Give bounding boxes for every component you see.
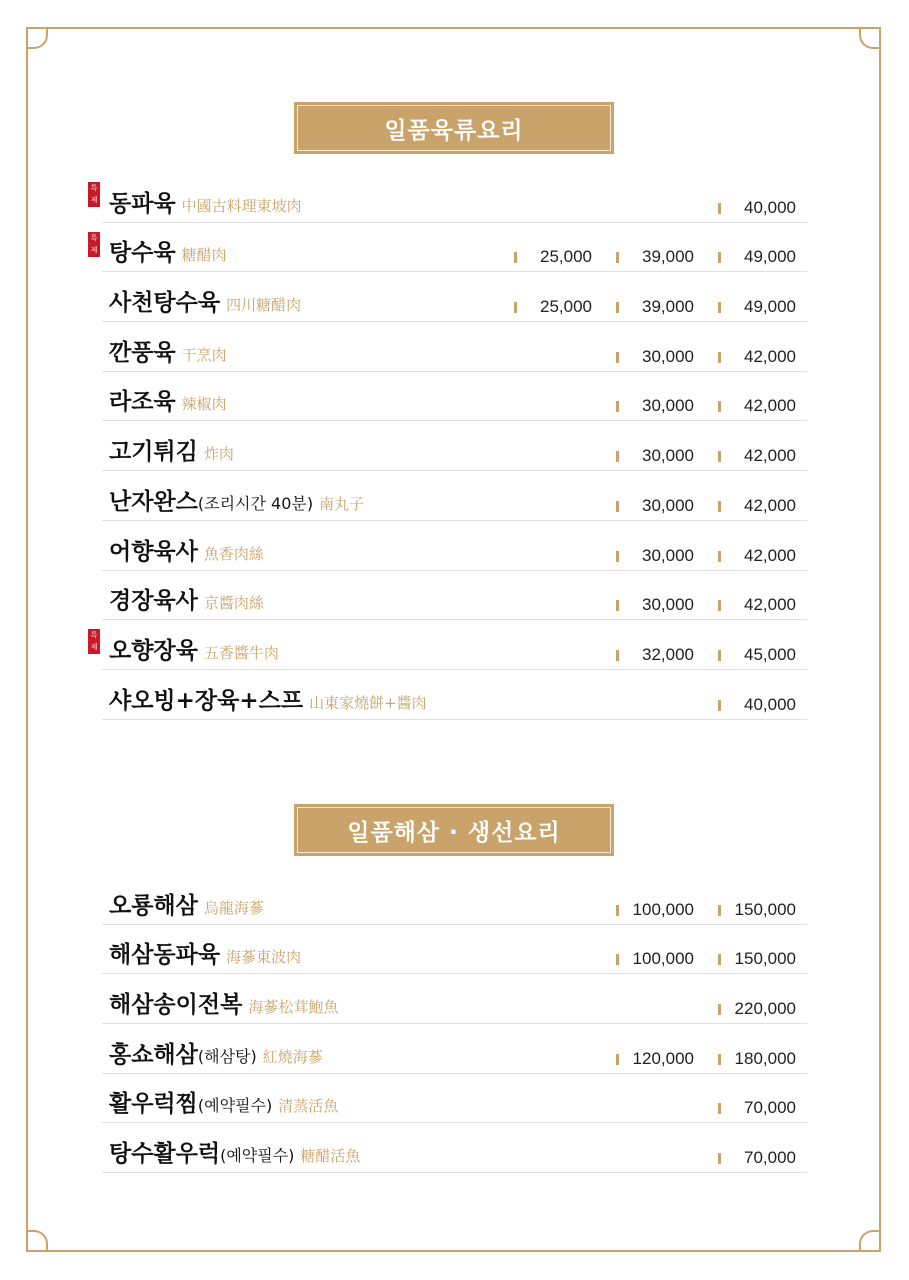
price-divider [616, 905, 619, 916]
menu-item-price: 49,000 [744, 297, 796, 317]
menu-item-price: 42,000 [744, 495, 796, 515]
price-divider [616, 501, 619, 512]
menu-item-price: 39,000 [642, 247, 694, 267]
menu-item-price: 39,000 [642, 297, 694, 317]
price-divider [718, 1054, 721, 1065]
menu-item-price: 220,000 [734, 999, 796, 1019]
menu-item-hanja: 干烹肉 [181, 345, 227, 364]
menu-item-hanja: 辣椒肉 [181, 395, 227, 414]
price-divider [616, 954, 619, 965]
special-badge: 특제 [88, 182, 100, 207]
price-divider [718, 501, 721, 512]
menu-item-label [109, 533, 264, 566]
menu-item-note: (예약필수) [197, 1096, 273, 1116]
price-divider [616, 302, 619, 313]
menu-item-price: 40,000 [744, 197, 796, 217]
price-divider [718, 650, 721, 661]
menu-item-hanja: 山東家燒餅+醬肉 [309, 693, 427, 712]
menu-item-hanja: 海蔘東波肉 [226, 948, 302, 967]
price-divider [514, 252, 517, 263]
price-divider [718, 451, 721, 462]
menu-item-hanja: 中國古料理東坡肉 [181, 196, 302, 215]
menu-item-row [102, 1074, 807, 1124]
menu-item-label [109, 383, 227, 416]
price-divider [718, 551, 721, 562]
menu-item-hanja: 清蒸活魚 [278, 1097, 339, 1116]
price-divider [616, 352, 619, 363]
menu-item-price: 42,000 [744, 545, 796, 565]
price-divider [616, 451, 619, 462]
menu-item-row [90, 223, 807, 273]
menu-item-hanja: 魚香肉絲 [203, 544, 264, 563]
menu-item-row [102, 322, 807, 372]
menu-item-price: 49,000 [744, 247, 796, 267]
menu-item-hanja: 四川糖醋肉 [226, 296, 302, 315]
menu-item-price: 25,000 [540, 247, 592, 267]
menu-item-hanja: 京醬肉絲 [203, 594, 264, 613]
corner-ornament [859, 1230, 881, 1252]
menu-item-row [102, 670, 807, 720]
menu-item-row [102, 521, 807, 571]
menu-item-name: 탕수육 [109, 239, 176, 267]
menu-item-note: (조리시간 40분) [197, 493, 314, 513]
price-divider [718, 302, 721, 313]
menu-item-label [109, 433, 234, 466]
menu-item-row [102, 974, 807, 1024]
menu-item-label [109, 632, 279, 665]
menu-item-row [102, 1123, 807, 1173]
price-divider [718, 352, 721, 363]
menu-item-price: 120,000 [632, 1048, 694, 1068]
menu-item-price: 42,000 [744, 396, 796, 416]
price-divider [616, 1054, 619, 1065]
menu-list-seafood [102, 875, 807, 1173]
menu-item-row [102, 1024, 807, 1074]
menu-item-price: 150,000 [734, 949, 796, 969]
menu-item-row [102, 571, 807, 621]
menu-item-price: 40,000 [744, 694, 796, 714]
menu-item-name: 동파육 [109, 189, 176, 217]
price-divider [616, 551, 619, 562]
menu-item-label [109, 986, 338, 1019]
price-divider [718, 401, 721, 412]
menu-item-name: 오룡해삼 [109, 891, 198, 919]
menu-item-row [102, 421, 807, 471]
price-divider [718, 1153, 721, 1164]
menu-item-label [109, 1135, 360, 1168]
special-badge: 특제 [88, 232, 100, 257]
menu-item-row [90, 620, 807, 670]
menu-item-label [109, 334, 227, 367]
menu-item-price: 150,000 [734, 899, 796, 919]
menu-item-note: (예약필수) [220, 1146, 295, 1166]
menu-item-label [109, 1085, 338, 1118]
price-divider [718, 954, 721, 965]
menu-item-row [102, 471, 807, 521]
menu-item-name: 탕수활우럭 [109, 1140, 221, 1168]
menu-item-price: 100,000 [632, 949, 694, 969]
menu-item-name: 깐풍육 [109, 338, 176, 366]
price-divider [616, 252, 619, 263]
menu-item-name: 홍쇼해삼 [109, 1040, 198, 1068]
menu-item-hanja: 海蔘松茸鮑魚 [248, 998, 339, 1017]
price-divider [718, 252, 721, 263]
menu-item-label [109, 234, 227, 267]
menu-item-name: 경장육사 [109, 587, 198, 615]
menu-list-meat [90, 173, 807, 720]
menu-item-price: 42,000 [744, 346, 796, 366]
menu-item-name: 라조육 [109, 388, 176, 416]
menu-item-price: 180,000 [734, 1048, 796, 1068]
menu-item-label [109, 936, 301, 969]
menu-item-price: 45,000 [744, 644, 796, 664]
price-divider [616, 401, 619, 412]
menu-item-row [90, 173, 807, 223]
menu-item-price: 25,000 [540, 297, 592, 317]
menu-item-label [109, 582, 264, 615]
menu-item-name: 해삼송이전복 [109, 991, 243, 1019]
price-divider [718, 1004, 721, 1015]
menu-item-price: 100,000 [632, 899, 694, 919]
menu-item-price: 70,000 [744, 1148, 796, 1168]
menu-item-hanja: 糖醋肉 [181, 246, 227, 265]
section-title-text: 일품해삼 · 생선요리 [297, 807, 611, 853]
menu-item-price: 30,000 [642, 495, 694, 515]
menu-item-label [109, 483, 364, 516]
menu-item-price: 42,000 [744, 595, 796, 615]
menu-item-name: 고기튀김 [109, 438, 198, 466]
menu-item-price: 30,000 [642, 446, 694, 466]
menu-item-price: 42,000 [744, 446, 796, 466]
menu-item-note: (해삼탕) [197, 1046, 257, 1066]
menu-item-price: 70,000 [744, 1098, 796, 1118]
price-divider [718, 905, 721, 916]
special-badge: 특제 [88, 629, 100, 654]
menu-item-name: 사천탕수육 [109, 289, 221, 317]
section-title-seafood [294, 804, 614, 856]
menu-item-name: 샤오빙+장육+스프 [109, 686, 304, 714]
section-title-text: 일품육류요리 [297, 105, 611, 151]
menu-item-name: 활우럭찜 [109, 1090, 198, 1118]
menu-item-label [109, 1036, 323, 1069]
menu-item-price: 32,000 [642, 644, 694, 664]
menu-item-name: 해삼동파육 [109, 941, 221, 969]
menu-item-label [109, 887, 264, 920]
menu-item-row [102, 372, 807, 422]
menu-item-hanja: 南丸子 [319, 494, 365, 513]
menu-item-name: 오향장육 [109, 636, 198, 664]
menu-item-price: 30,000 [642, 595, 694, 615]
menu-item-hanja: 糖醋活魚 [300, 1147, 361, 1166]
price-divider [718, 203, 721, 214]
section-title-meat [294, 102, 614, 154]
price-divider [616, 600, 619, 611]
menu-item-name: 난자완스 [109, 487, 198, 515]
menu-item-label [109, 682, 427, 715]
menu-item-label [109, 284, 301, 317]
menu-item-price: 30,000 [642, 396, 694, 416]
menu-item-price: 30,000 [642, 346, 694, 366]
menu-item-hanja: 烏龍海蔘 [203, 898, 264, 917]
price-divider [718, 1103, 721, 1114]
price-divider [718, 600, 721, 611]
menu-item-hanja: 炸肉 [203, 445, 234, 464]
menu-item-row [102, 875, 807, 925]
price-divider [616, 650, 619, 661]
price-divider [514, 302, 517, 313]
menu-item-name: 어향육사 [109, 537, 198, 565]
menu-item-hanja: 紅燒海蔘 [262, 1047, 323, 1066]
price-divider [718, 700, 721, 711]
menu-item-hanja: 五香醬牛肉 [203, 643, 279, 662]
menu-item-row [102, 925, 807, 975]
menu-item-row [102, 272, 807, 322]
menu-item-price: 30,000 [642, 545, 694, 565]
menu-item-label [109, 185, 302, 218]
